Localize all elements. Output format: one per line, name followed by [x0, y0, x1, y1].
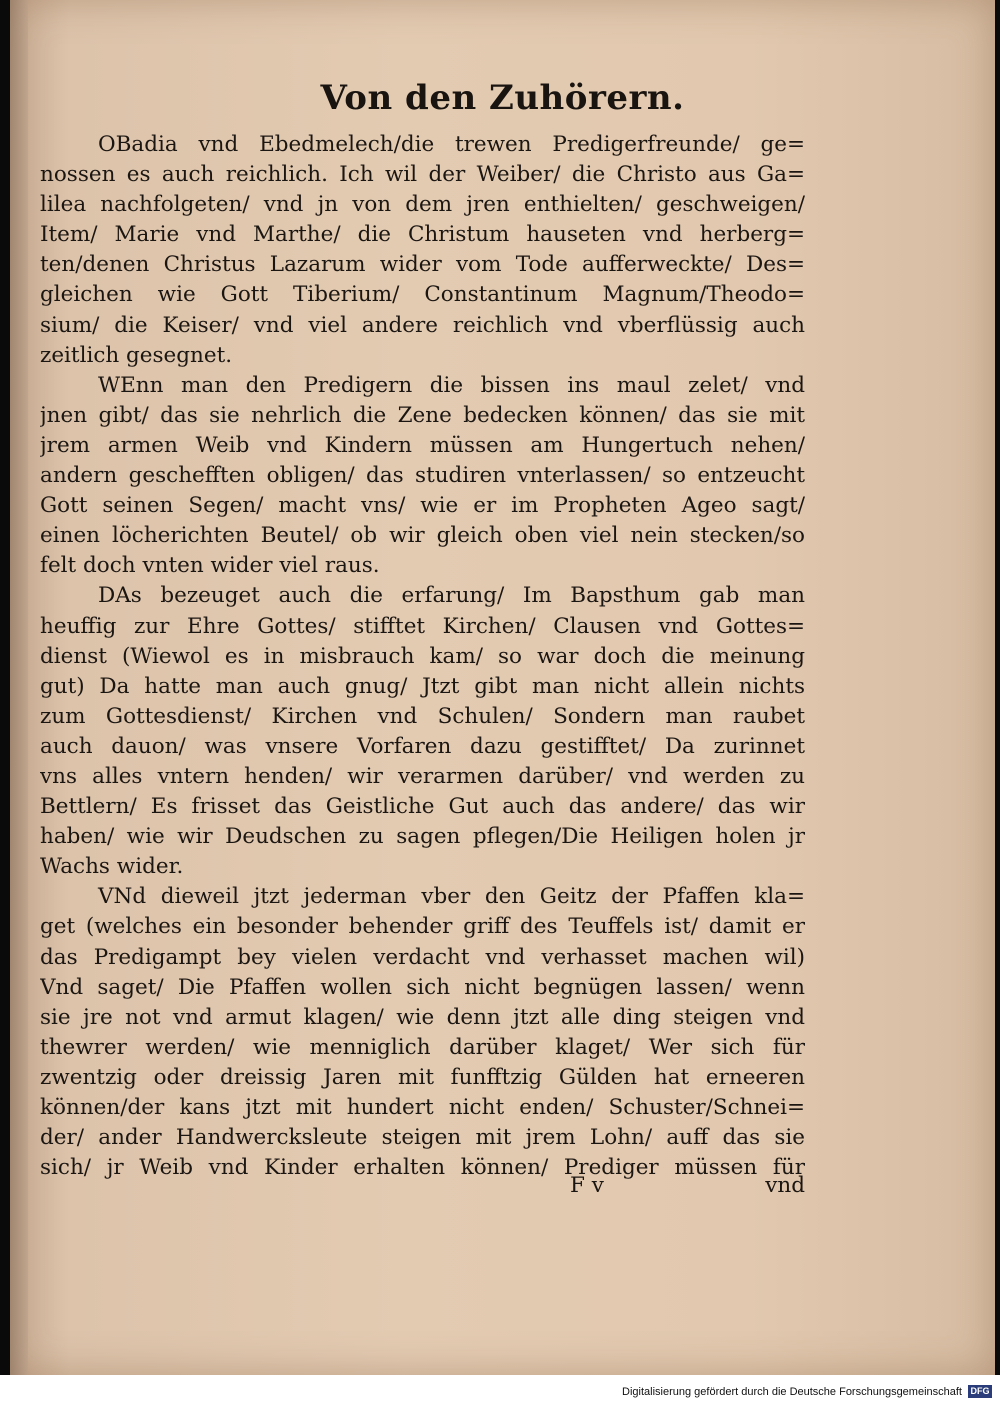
- text-line: lilea nachfolgeten/ vnd jn von dem jren enthielten/ geschweigen/: [40, 192, 805, 218]
- text-line: Bettlern/ Es frisset das Geistliche Gut auch das andere/ das wir: [40, 794, 805, 820]
- text-line: sium/ die Keiser/ vnd viel andere reichlich vnd vberflüssig auch: [40, 312, 805, 338]
- text-line: OBadia vnd Ebedmelech/die trewen Predigerfreunde/ ge=: [98, 132, 805, 157]
- text-line: Vnd saget/ Die Pfaffen wollen sich nicht begnügen lassen/ wenn: [40, 974, 805, 1000]
- text-line: der/ ander Handwercksleute steigen mit jrem Lohn/ auff das sie: [40, 1125, 805, 1151]
- dfg-logo: DFG: [968, 1385, 992, 1398]
- text-line: jrem armen Weib vnd Kindern müssen am Hungertuch nehen/: [40, 432, 805, 458]
- text-line: jnen gibt/ das sie nehrlich die Zene bedecken können/ das sie mit: [40, 402, 805, 428]
- text-line: gleichen wie Gott Tiberium/ Constantinum Magnum/Theodo=: [40, 282, 805, 308]
- text-line: Wachs wider.: [40, 854, 184, 880]
- text-line: Item/ Marie vnd Marthe/ die Christum hauseten vnd herberg=: [40, 222, 805, 248]
- signature-mark: F v: [570, 1173, 604, 1198]
- body-text: [40, 130, 805, 1183]
- text-line: ten/denen Christus Lazarum wider vom Tode aufferweckte/ Des=: [40, 252, 805, 278]
- text-line: felt doch vnten wider viel raus.: [40, 553, 380, 579]
- funding-credit: Digitalisierung gefördert durch die Deutsche Forschungsgemeinschaft: [622, 1386, 962, 1398]
- text-line: auch dauon/ was vnsere Vorfaren dazu gestifftet/ Da zurinnet: [40, 733, 805, 759]
- text-line: vns alles vntern henden/ wir verarmen darüber/ vnd werden zu: [40, 763, 805, 789]
- text-line: das Predigampt bey vielen verdacht vnd verhasset machen wil): [40, 944, 805, 970]
- text-line: zeitlich gesegnet.: [40, 342, 233, 368]
- text-line: dienst (Wiewol es in misbrauch kam/ so war doch die meinung: [40, 643, 805, 669]
- text-line: zum Gottesdienst/ Kirchen vnd Schulen/ Sondern man raubet: [40, 703, 805, 729]
- text-line: WEnn man den Predigern die bissen ins maul zelet/ vnd: [98, 372, 805, 398]
- text-line: gut) Da hatte man auch gnug/ Jtzt gibt man nicht allein nichts: [40, 673, 805, 699]
- text-line: VNd dieweil jtzt jederman vber den Geitz der Pfaffen kla=: [98, 884, 805, 910]
- text-line: DAs bezeuget auch die erfarung/ Im Bapsthum gab man: [98, 583, 805, 609]
- text-line: heuffig zur Ehre Gottes/ stifftet Kirchen/ Clausen vnd Gottes=: [40, 613, 805, 639]
- text-line: einen löcherichten Beutel/ ob wir gleich oben viel nein stecken/so: [40, 523, 805, 549]
- text-line: Gott seinen Segen/ macht vns/ wie er im Propheten Ageo sagt/: [40, 493, 805, 519]
- text-line: nossen es auch reichlich. Ich wil der Weiber/ die Christo aus Ga=: [40, 162, 805, 188]
- book-page: [10, 0, 995, 1375]
- text-line: andern geschefften obligen/ das studiren vnterlassen/ so entzeucht: [40, 463, 805, 489]
- text-line: können/der kans jtzt mit hundert nicht enden/ Schuster/Schnei=: [40, 1095, 805, 1120]
- text-line: get (welches ein besonder behender griff des Teuffels ist/ damit er: [40, 914, 805, 940]
- text-line: thewrer werden/ wie menniglich darüber klaget/ Wer sich für: [40, 1034, 805, 1060]
- page-gutter: [10, 0, 28, 1375]
- catchword: vnd: [765, 1173, 805, 1198]
- page-foot: [40, 1173, 805, 1205]
- text-line: haben/ wie wir Deudschen zu sagen pflegen/Die Heiligen holen jr: [40, 824, 805, 850]
- text-line: sich/ jr Weib vnd Kinder erhalten können/ Prediger müssen für: [40, 1155, 805, 1181]
- text-line: sie jre not vnd armut klagen/ wie denn jtzt alle ding steigen vnd: [40, 1004, 805, 1030]
- page-title: Von den Zuhörern.: [320, 78, 685, 118]
- text-line: zwentzig oder dreissig Jaren mit funfftzig Gülden hat erneeren: [40, 1064, 805, 1090]
